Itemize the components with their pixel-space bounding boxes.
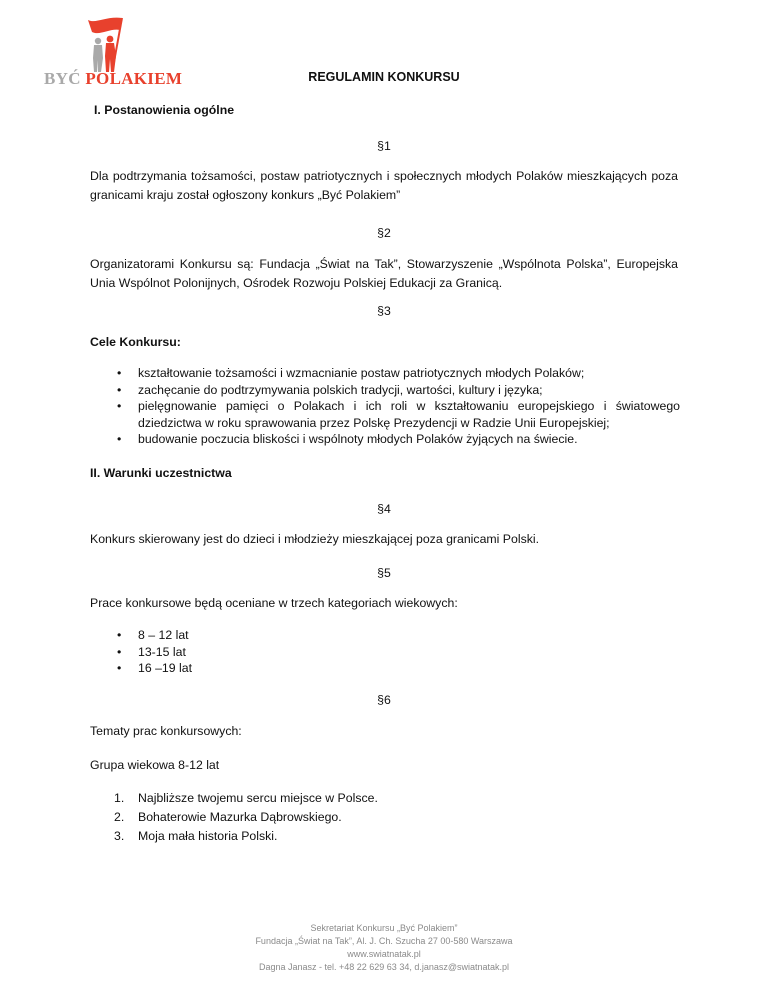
bullet-icon: • xyxy=(117,661,122,675)
list-item: • 16 –19 lat xyxy=(117,661,193,675)
paragraph-6-text: Tematy prac konkursowych: xyxy=(90,724,242,738)
bullet-icon: • xyxy=(117,399,122,413)
footer xyxy=(0,922,768,974)
bullet-icon: • xyxy=(117,644,122,659)
list-item: • pielęgnowanie pamięci o Polakach i ich roli w kształtowaniu europejskiego i światowego dziedzictwa w roku sprawowania przez Polskę Prezydencji w Radzie Unii Europejskiej; xyxy=(117,399,680,430)
paragraph-1-label: §1 xyxy=(377,139,391,153)
footer-secretariat: Sekretariat Konkursu „Być Polakiem” xyxy=(310,923,458,933)
bullet-icon: • xyxy=(117,628,122,642)
topics-list xyxy=(90,789,680,846)
bullet-icon: • xyxy=(117,432,122,446)
paragraph-3-label: §3 xyxy=(377,304,391,318)
bullet-icon: • xyxy=(117,382,122,397)
paragraph-4-text: Konkurs skierowany jest do dzieci i młodzieży mieszkającej poza granicami Polski. xyxy=(90,532,540,546)
list-item: • 8 – 12 lat xyxy=(117,628,189,642)
list-item: 3. Moja mała historia Polski. xyxy=(114,829,278,843)
list-item: • budowanie poczucia bliskości i wspólnoty młodych Polaków żyjących na świecie. xyxy=(117,432,578,446)
goals-list xyxy=(90,365,680,448)
paragraph-2-label: §2 xyxy=(377,226,391,240)
paragraph-5-text: Prace konkursowe będą oceniane w trzech kategoriach wiekowych: xyxy=(90,596,458,610)
paragraph-1-text: Dla podtrzymania tożsamości, postaw patriotycznych i społecznych młodych Polaków mieszkających poza granicami kraju został ogłoszony konkurs „Być Polakiem” xyxy=(90,169,678,202)
list-item: • kształtowanie tożsamości i wzmacnianie postaw patriotycznych młodych Polaków; xyxy=(117,366,585,380)
footer-contact: Dagna Janasz - tel. +48 22 629 63 34, d.janasz@swiatnatak.pl xyxy=(258,962,510,972)
list-item: 1. Najbliższe twojemu sercu miejsce w Polsce. xyxy=(114,791,378,805)
paragraph-4-label: §4 xyxy=(377,502,391,516)
logo-word-byc: BYĆ xyxy=(44,69,81,88)
flag-bearers-icon xyxy=(44,14,204,74)
list-item: • zachęcanie do podtrzymywania polskich tradycji, wartości, kultury i języka; xyxy=(117,382,543,397)
paragraph-6-label: §6 xyxy=(377,693,391,707)
section-2-heading: II. Warunki uczestnictwa xyxy=(90,466,232,480)
logo-word-polakiem: POLAKIEM xyxy=(85,69,183,88)
footer-website: www.swiatnatak.pl xyxy=(347,949,421,959)
section-1-heading: I. Postanowienia ogólne xyxy=(94,103,235,117)
list-item: • 13-15 lat xyxy=(117,644,186,659)
age-categories-list xyxy=(90,627,680,677)
document-title: REGULAMIN KONKURSU xyxy=(308,70,460,84)
age-group-label: Grupa wiekowa 8-12 lat xyxy=(90,758,220,772)
list-item: 2. Bohaterowie Mazurka Dąbrowskiego. xyxy=(114,810,342,824)
goals-heading: Cele Konkursu: xyxy=(90,335,181,349)
paragraph-5-label: §5 xyxy=(377,566,391,580)
footer-address: Fundacja „Świat na Tak”, Al. J. Ch. Szucha 27 00-580 Warszawa xyxy=(255,936,513,946)
bullet-icon: • xyxy=(117,366,122,380)
paragraph-2-text: Organizatorami Konkursu są: Fundacja „Świat na Tak”, Stowarzyszenie „Wspólnota Polska”, Europejska Unia Wspólnot Polonijnych, Ośrodek Rozwoju Polskiej Edukacji za Granicą. xyxy=(90,257,678,290)
